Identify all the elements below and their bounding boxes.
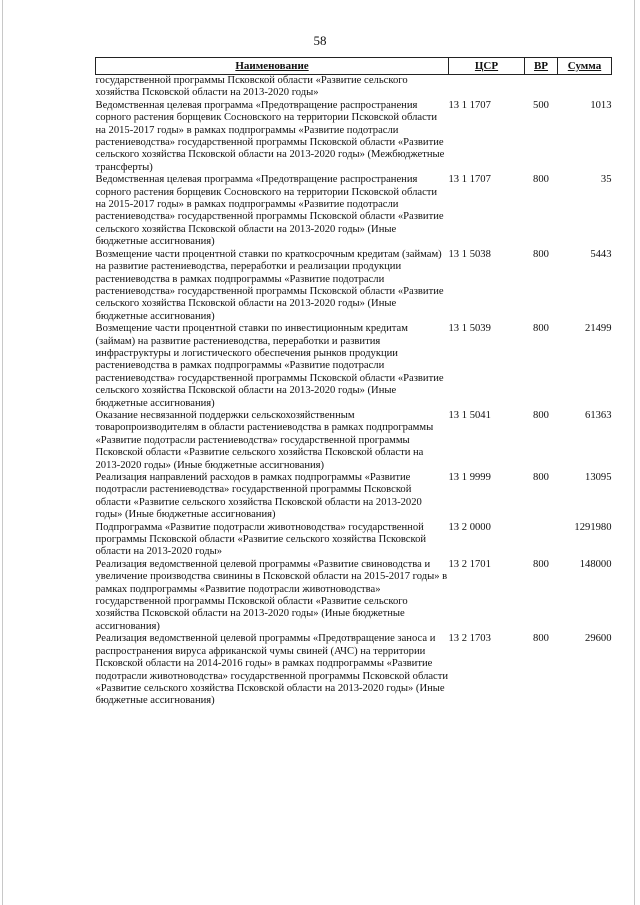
row-vr: 500: [533, 99, 549, 111]
scan-edge-left: [2, 0, 3, 905]
row-csr: 13 1 5038: [448, 248, 491, 260]
table-row: [96, 75, 612, 100]
page-number: 58: [313, 33, 327, 48]
table-row: [96, 633, 612, 707]
row-csr: 13 1 5041: [448, 409, 491, 421]
row-name: Ведомственная целевая программа «Предотвращение распространения сорного растения борщевик Сосновского на территории Псковской области на 2015-2017 годы» в рамках подпрограммы «Развитие подотрасли растениеводства» государственной программы Псковской области «Развитие сельского хозяйства Псковской области на 2013-2020 годы» (Иные бюджетные ассигнования): [95, 174, 444, 248]
table-row: [96, 323, 612, 410]
row-vr: 800: [533, 248, 549, 260]
row-name: Возмещение части процентной ставки по краткосрочным кредитам (займам) на развитие растениеводства, переработки и реализации продукции растениеводства в рамках подпрограммы «Развитие подотрасли растениеводства» государственной программы Псковской области «Развитие сельского хозяйства Псковской области на 2013-2020 годы» (Иные бюджетные ассигнования): [95, 248, 444, 322]
row-sum: 148000: [579, 558, 612, 570]
row-name: Подпрограмма «Развитие подотрасли животноводства» государственной программы Псковской области «Развитие сельского хозяйства Псковской области на 2013-2020 годы»: [95, 521, 427, 558]
row-vr: 800: [533, 558, 549, 570]
row-name: Ведомственная целевая программа «Предотвращение распространения сорного растения борщевик Сосновского на территории Псковской области на 2015-2017 годы» в рамках подпрограммы «Развитие подотрасли растениеводства» государственной программы Псковской области «Развитие сельского хозяйства Псковской области на 2013-2020 годы» (Межбюджетные трансферты): [95, 99, 445, 173]
row-vr: [525, 75, 558, 100]
row-sum: [558, 75, 612, 100]
row-sum: 5443: [590, 248, 612, 260]
row-sum: 1291980: [574, 521, 612, 533]
row-name: Реализация направлений расходов в рамках подпрограммы «Развитие подотрасли растениеводства» государственной программы Псковской области «Развитие сельского хозяйства Псковской области на 2013-2020 годы» (Иные бюджетные ассигнования): [95, 472, 422, 521]
row-vr: 800: [533, 323, 549, 335]
table-row: [96, 522, 612, 559]
row-sum: 1013: [590, 99, 612, 111]
row-sum: 61363: [585, 409, 612, 421]
row-name: Возмещение части процентной ставки по инвестиционным кредитам (займам) на развитие растениеводства, переработки и развития инфраструктуры и логистического обеспечения рынков продукции растениеводства в рамках подпрограммы «Развитие подотрасли растениеводства» государственной программы Псковской области «Развитие сельского хозяйства Псковской области на 2013-2020 годы» (Иные бюджетные ассигнования): [95, 323, 444, 409]
row-vr: 800: [533, 174, 549, 186]
row-sum: 35: [600, 174, 612, 186]
row-csr: 13 1 9999: [448, 472, 491, 483]
column-header-vr: ВР: [525, 58, 558, 75]
row-csr: 13 1 1707: [448, 99, 491, 111]
table-row: [96, 472, 612, 522]
budget-table: [95, 57, 612, 708]
row-name: государственной программы Псковской области «Развитие сельского хозяйства Псковской области на 2013-2020 годы»: [95, 75, 408, 99]
row-vr: [525, 522, 558, 559]
row-name: Реализация ведомственной целевой программы «Развитие свиноводства и увеличение производства свинины в Псковской области на 2015-2017 годы» в рамках подпрограммы «Развитие подотрасли животноводства» государственной программы Псковской области «Развитие сельского хозяйства Псковской области на 2013-2020 годы» (Иные бюджетные ассигнования): [95, 558, 448, 632]
row-csr: 13 2 0000: [448, 521, 491, 533]
table-header-row: [96, 58, 612, 75]
row-vr: 800: [533, 472, 549, 483]
row-name: Оказание несвязанной поддержки сельскохозяйственным товаропроизводителям в области растениеводства в рамках подпрограммы «Развитие подотрасли растениеводства» государственной программы Псковской области «Развитие сельского хозяйства Псковской области на 2013-2020 годы» (Иные бюджетные ассигнования): [95, 409, 434, 471]
row-vr: 800: [533, 633, 549, 645]
column-header-sum: Сумма: [558, 58, 612, 75]
row-csr: 13 2 1703: [448, 633, 491, 645]
row-csr: [449, 75, 525, 100]
row-csr: 13 1 5039: [448, 323, 491, 335]
row-sum: 21499: [585, 323, 612, 335]
table-row: [96, 249, 612, 323]
row-sum: 29600: [585, 633, 612, 645]
row-name: Реализация ведомственной целевой программы «Предотвращение заноса и распространения вируса африканской чумы свиней (АЧС) на территории Псковской области на 2014-2016 годы» в рамках подпрограммы «Развитие подотрасли животноводства» государственной программы Псковской области «Развитие сельского хозяйства Псковской области на 2013-2020 годы» (Иные бюджетные ассигнования): [95, 633, 449, 707]
table-row: [96, 410, 612, 472]
table-row: [96, 174, 612, 248]
row-csr: 13 1 1707: [448, 174, 491, 186]
table-row: [96, 100, 612, 174]
table-row: [96, 559, 612, 633]
row-csr: 13 2 1701: [448, 558, 491, 570]
scan-edge-right: [634, 0, 635, 905]
column-header-csr: ЦСР: [449, 58, 525, 75]
row-sum: 13095: [585, 472, 612, 483]
column-header-name: Наименование: [96, 58, 449, 75]
row-vr: 800: [533, 409, 549, 421]
